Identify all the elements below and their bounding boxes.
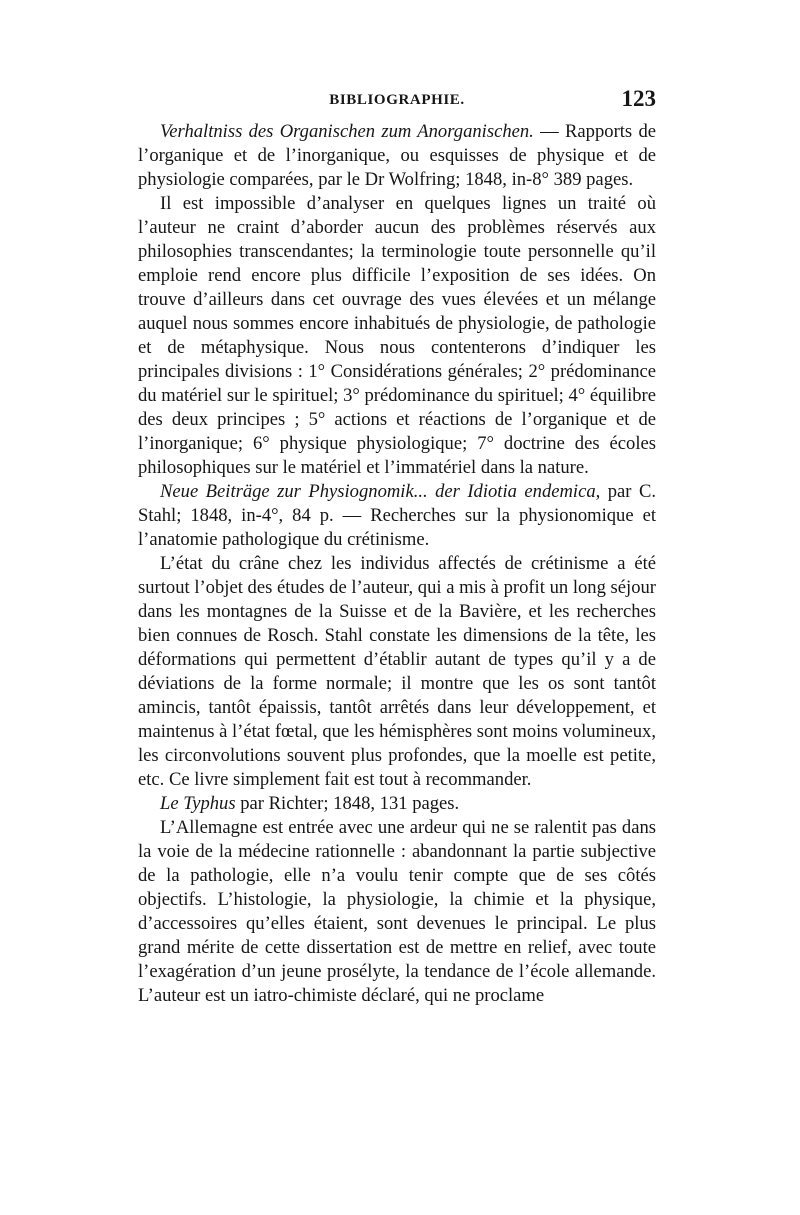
entry-title: Verhaltniss des Organischen zum Anorganischen. bbox=[160, 121, 534, 142]
entry-title: Neue Beiträge zur Physiognomik... der Idiotia endemica, bbox=[160, 481, 601, 502]
bibliography-entry-1 bbox=[138, 120, 656, 192]
entry-title: Le Typhus bbox=[160, 793, 236, 814]
entry-paragraph: Il est impossible d’analyser en quelques lignes un traité où l’auteur ne craint d’aborder aucun des problèmes réservés aux philosophies transcendantes; la terminologie toute personnelle qu’il emploie rend encore plus difficile l’exposition de ses idées. On trouve d’ailleurs dans cet ouvrage des vues élevées et un mélange auquel nous sommes encore inhabitués de physiologie, de pathologie et de métaphysique. Nous nous contenterons d’indiquer les principales divisions : 1° Considérations générales; 2° prédominance du matériel sur le spirituel; 3° prédominance du spirituel; 4° équilibre des deux principes ; 5° actions et réactions de l’organique et de l’inorganique; 6° physique physiologique; 7° doctrine des écoles philosophiques sur le matériel et l’immatériel dans la nature. bbox=[138, 193, 656, 478]
page-header bbox=[138, 86, 656, 120]
book-page bbox=[138, 86, 656, 1008]
entry-citation: — Rapports de l’organique et de l’inorganique, ou esquisses de physique et de physiologie comparées, par le Dr Wolfring; 1848, in-8° 389 pages. bbox=[138, 121, 657, 190]
entry-paragraph: L’état du crâne chez les individus affectés de crétinisme a été surtout l’objet des études de l’auteur, qui a mis à profit un long séjour dans les montagnes de la Suisse et de la Bavière, et les recherches bien connues de Rosch. Stahl constate les dimensions de la tête, les déformations qui permettent d’établir autant de types qu’il y a de déviations de la forme normale; il montre que les os sont tantôt amincis, tantôt épaissis, tantôt arrêtés dans leur développement, et maintenus à l’état fœtal, que les hémisphères sont moins volumineux, les circonvolutions souvent plus profondes, que la moelle est petite, etc. Ce livre simplement fait est tout à recommander. bbox=[138, 553, 656, 790]
entry-citation: par Richter; 1848, 131 pages. bbox=[235, 793, 460, 814]
page-number: 123 bbox=[621, 86, 656, 111]
running-title: BIBLIOGRAPHIE. bbox=[329, 92, 465, 108]
bibliography-entry-2 bbox=[138, 480, 656, 552]
bibliography-entry-3 bbox=[138, 792, 656, 816]
entry-citation: par C. Stahl; 1848, in-4°, 84 p. — Recherches sur la physionomique et l’anatomie pathologique du crétinisme. bbox=[138, 481, 657, 550]
entry-paragraph: L’Allemagne est entrée avec une ardeur qui ne se ralentit pas dans la voie de la médecine rationnelle : abandonnant la partie subjective de la pathologie, elle n’a voulu tenir compte que de ses côtés objectifs. L’histologie, la physiologie, la chimie et la physique, d’accessoires qu’elles étaient, sont devenues le principal. Le plus grand mérite de cette dissertation est de mettre en relief, avec toute l’exagération d’un jeune prosélyte, la tendance de l’école allemande. L’auteur est un iatro-chimiste déclaré, qui ne proclame bbox=[138, 817, 656, 1006]
